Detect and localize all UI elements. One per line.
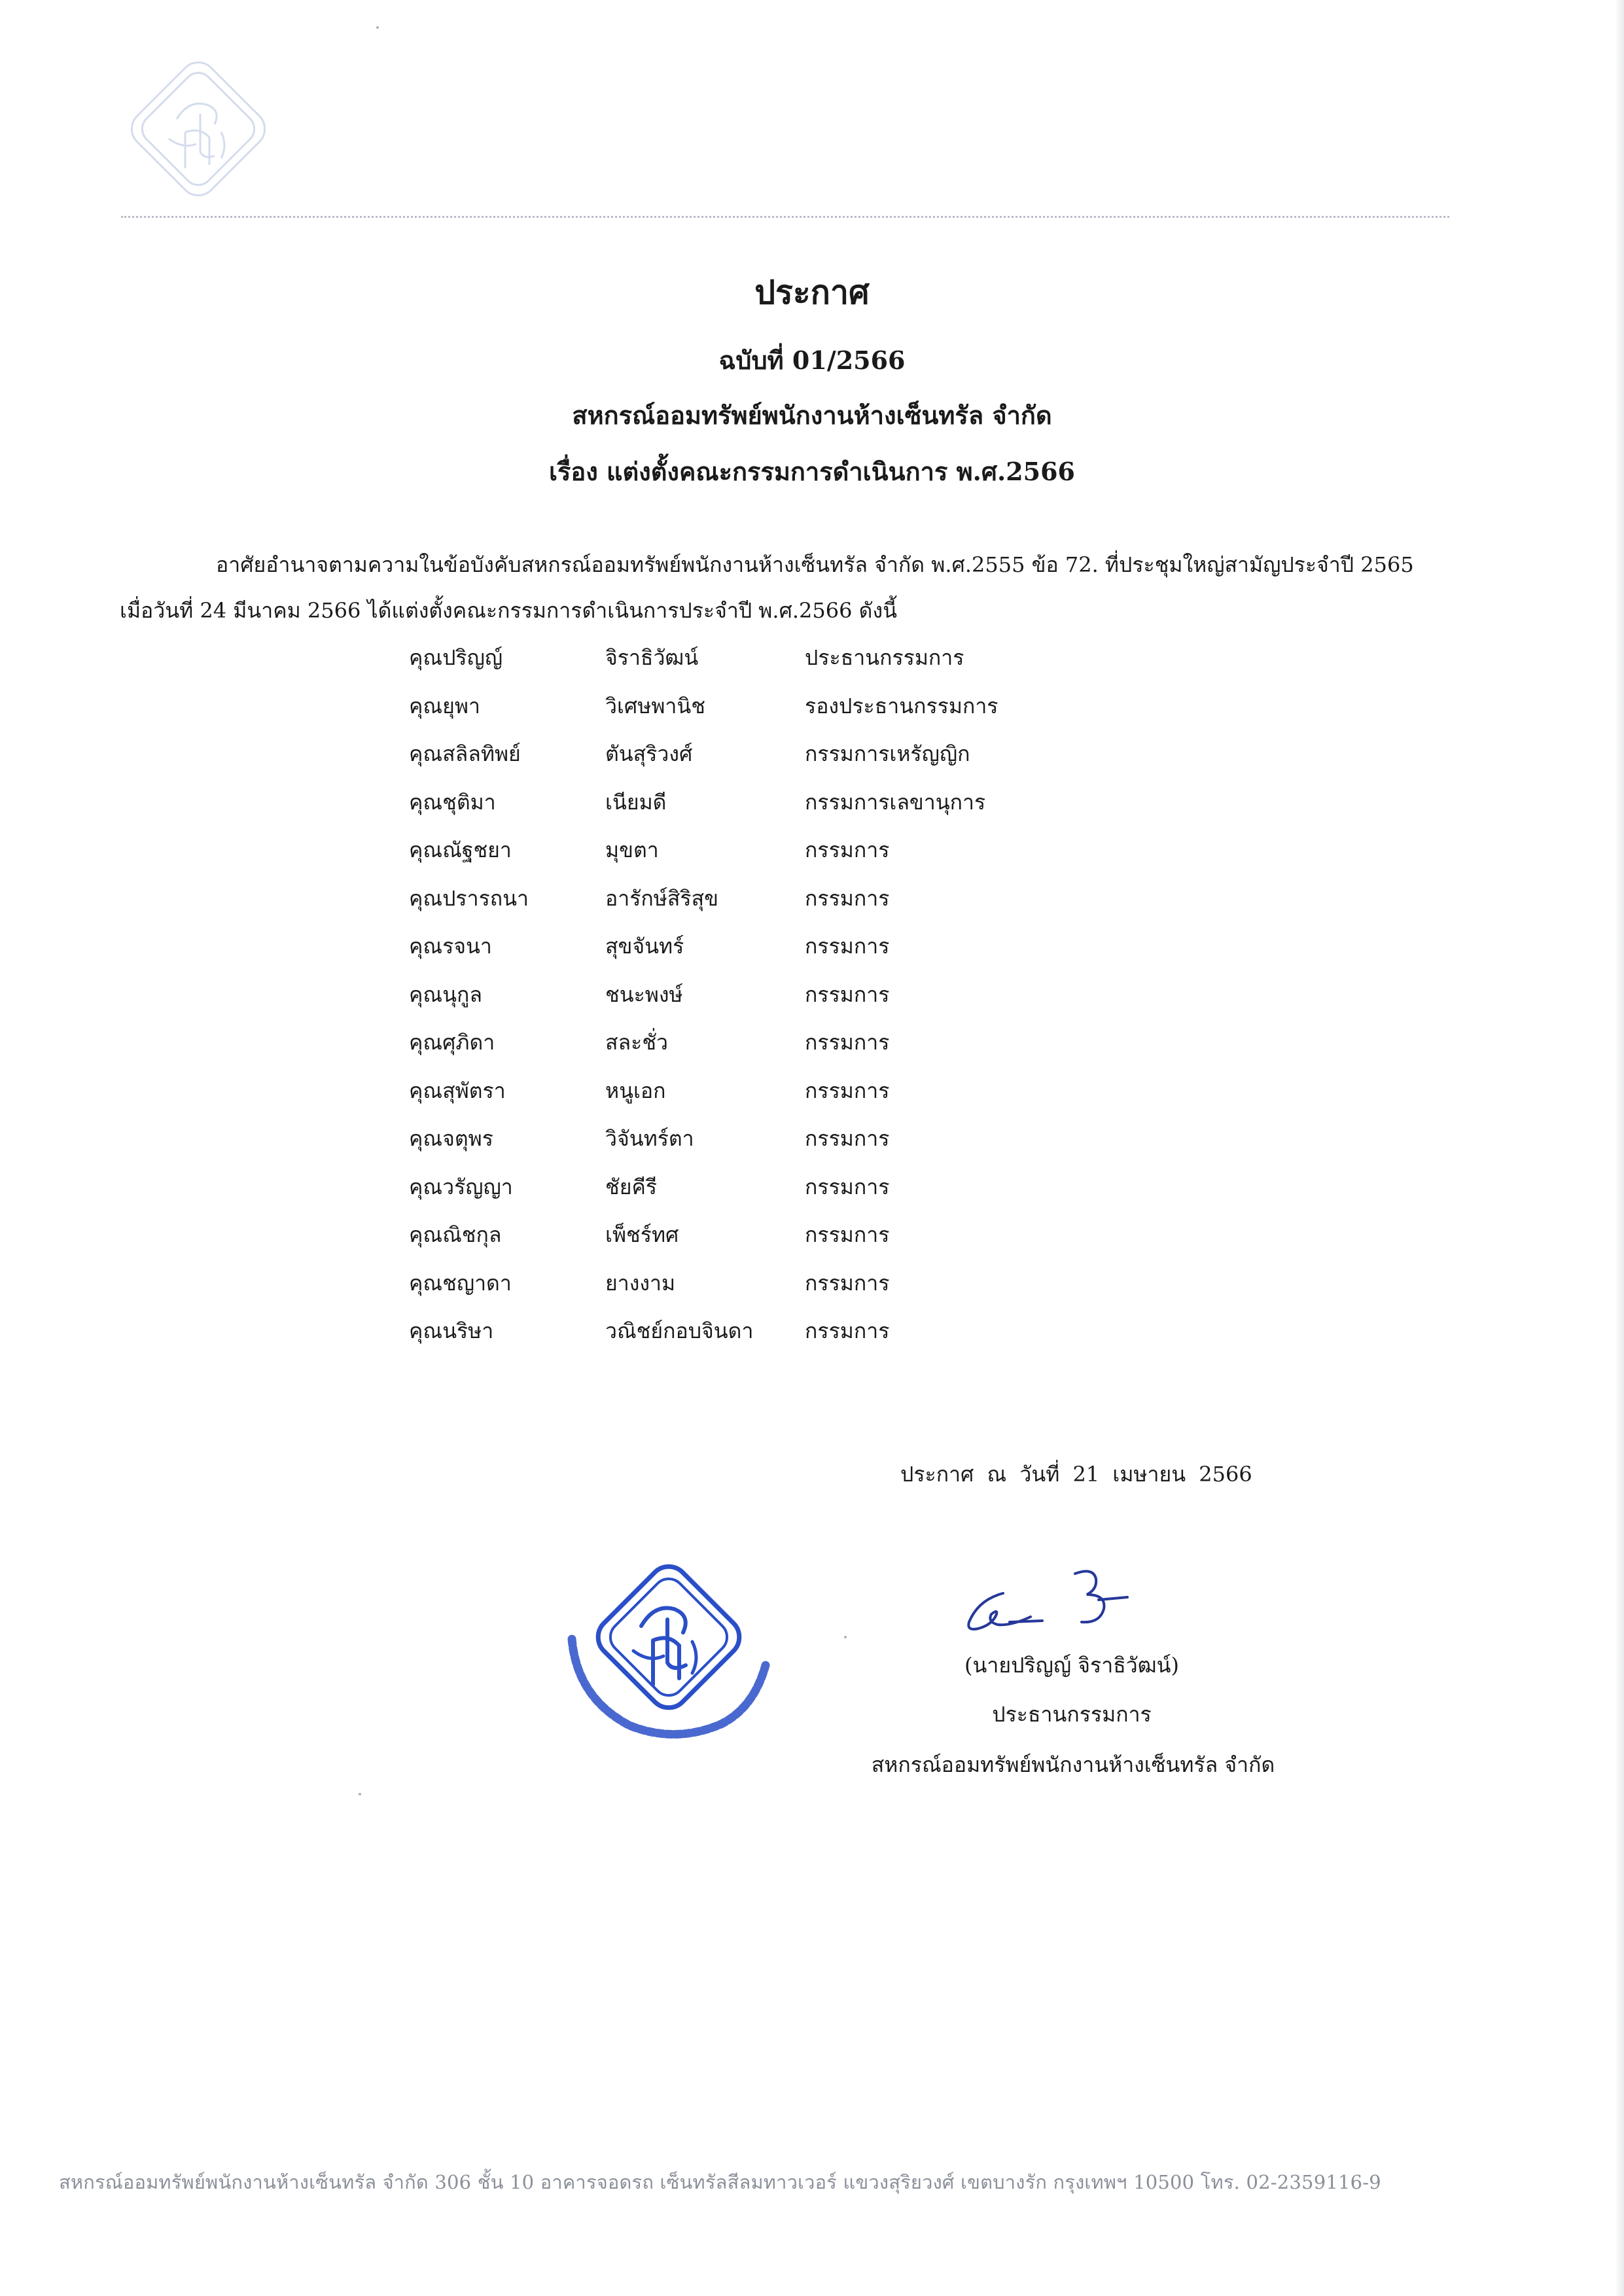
member-first-name: คุณนุกูล [409, 981, 482, 1007]
member-last-name: ตันสุริวงศ์ [605, 741, 693, 766]
member-role: กรรมการ [805, 1222, 890, 1247]
member-role: กรรมการ [805, 1318, 890, 1343]
member-last-name: วณิชย์กอบจินดา [605, 1318, 754, 1343]
page-edge-shadow [1615, 0, 1624, 2296]
member-last-name: สุขจันทร์ [605, 934, 684, 959]
member-first-name: คุณศุภิดา [409, 1030, 495, 1055]
cooperative-diamond-logo-icon [123, 54, 274, 204]
member-first-name: คุณณิชกุล [409, 1222, 502, 1247]
announcement-number: ฉบับที่ 01/2566 [718, 345, 906, 375]
signatory-name: (นายปริญญ์ จิราธิวัฒน์) [964, 1653, 1179, 1678]
signatory-position: ประธานกรรมการ [992, 1702, 1152, 1727]
member-role: กรรมการ [805, 981, 890, 1007]
announcement-date: ประกาศ ณ วันที่ 21 เมษายน 2566 [900, 1462, 1252, 1487]
member-last-name: ชัยคีรี [605, 1174, 658, 1199]
member-role: กรรมการเลขานุการ [805, 789, 986, 815]
member-first-name: คุณปริญญ์ [409, 645, 503, 670]
member-first-name: คุณปรารถนา [409, 885, 529, 911]
member-first-name: คุณยุพา [409, 693, 480, 718]
member-last-name: อารักษ์สิริสุข [605, 885, 718, 911]
member-role: กรรมการ [805, 1174, 890, 1199]
footer-address: สหกรณ์ออมทรัพย์พนักงานห้างเซ็นทรัล จำกัด 306 ชั้น 10 อาคารจอดรถ เซ็นทรัลสีลมทาวเวอร์ แขวงสุริยวงศ์ เขตบางรัก กรุงเทพฯ 10500 โทร. 02-2359116-9 [59, 2171, 1381, 2193]
scan-speck [359, 1793, 361, 1795]
member-first-name: คุณวรัญญา [409, 1174, 513, 1199]
member-role: กรรมการ [805, 1270, 890, 1296]
body-paragraph-line-2: เมื่อวันที่ 24 มีนาคม 2566 ได้แต่งตั้งคณะกรรมการดำเนินการประจำปี พ.ศ.2566 ดังนี้ [120, 598, 897, 623]
announcement-title: ประกาศ [754, 273, 870, 311]
header-divider [121, 216, 1449, 218]
member-role: รองประธานกรรมการ [805, 693, 998, 718]
scan-speck [844, 1636, 847, 1638]
announcement-organization: สหกรณ์ออมทรัพย์พนักงานห้างเซ็นทรัล จำกัด [572, 400, 1052, 430]
member-first-name: คุณณัฐชยา [409, 838, 512, 862]
member-role: ประธานกรรมการ [805, 645, 964, 670]
member-last-name: ชนะพงษ์ [605, 981, 683, 1007]
announcement-subject: เรื่อง แต่งตั้งคณะกรรมการดำเนินการ พ.ศ.2566 [548, 457, 1075, 486]
member-role: กรรมการ [805, 885, 890, 911]
member-role: กรรมการเหรัญญิก [805, 741, 970, 766]
member-last-name: จิราธิวัฒน์ [605, 645, 699, 670]
member-first-name: คุณสุพัตรา [409, 1078, 506, 1103]
member-last-name: เนียมดี [605, 789, 667, 815]
member-last-name: วิจันทร์ตา [605, 1126, 694, 1151]
member-first-name: คุณรจนา [409, 934, 492, 959]
member-first-name: คุณนริษา [409, 1318, 494, 1343]
member-first-name: คุณจตุพร [409, 1126, 493, 1151]
member-last-name: ยางงาม [605, 1270, 676, 1296]
member-last-name: หนูเอก [605, 1078, 666, 1103]
member-last-name: วิเศษพานิช [605, 693, 705, 718]
member-role: กรรมการ [805, 934, 890, 959]
signature-icon [959, 1554, 1155, 1646]
member-last-name: เพ็ชร์ทศ [605, 1222, 679, 1247]
signatory-organization: สหกรณ์ออมทรัพย์พนักงานห้างเซ็นทรัล จำกัด [871, 1752, 1275, 1777]
member-last-name: สละชั่ว [605, 1030, 669, 1055]
member-first-name: คุณสลิลทิพย์ [409, 741, 521, 766]
member-first-name: คุณชญาดา [409, 1270, 512, 1296]
member-role: กรรมการ [805, 1030, 890, 1055]
body-paragraph-line-1: อาศัยอำนาจตามความในข้อบังคับสหกรณ์ออมทรัพย์พนักงานห้างเซ็นทรัล จำกัด พ.ศ.2555 ข้อ 72. ที่ประชุมใหญ่สามัญประจำปี 2565 [216, 552, 1414, 577]
scan-speck [376, 26, 379, 29]
member-first-name: คุณชุติมา [409, 789, 496, 815]
member-role: กรรมการ [805, 1126, 890, 1151]
cooperative-seal-stamp-icon [557, 1561, 780, 1750]
member-role: กรรมการ [805, 838, 890, 862]
member-role: กรรมการ [805, 1078, 890, 1103]
member-last-name: มุขตา [605, 838, 659, 862]
